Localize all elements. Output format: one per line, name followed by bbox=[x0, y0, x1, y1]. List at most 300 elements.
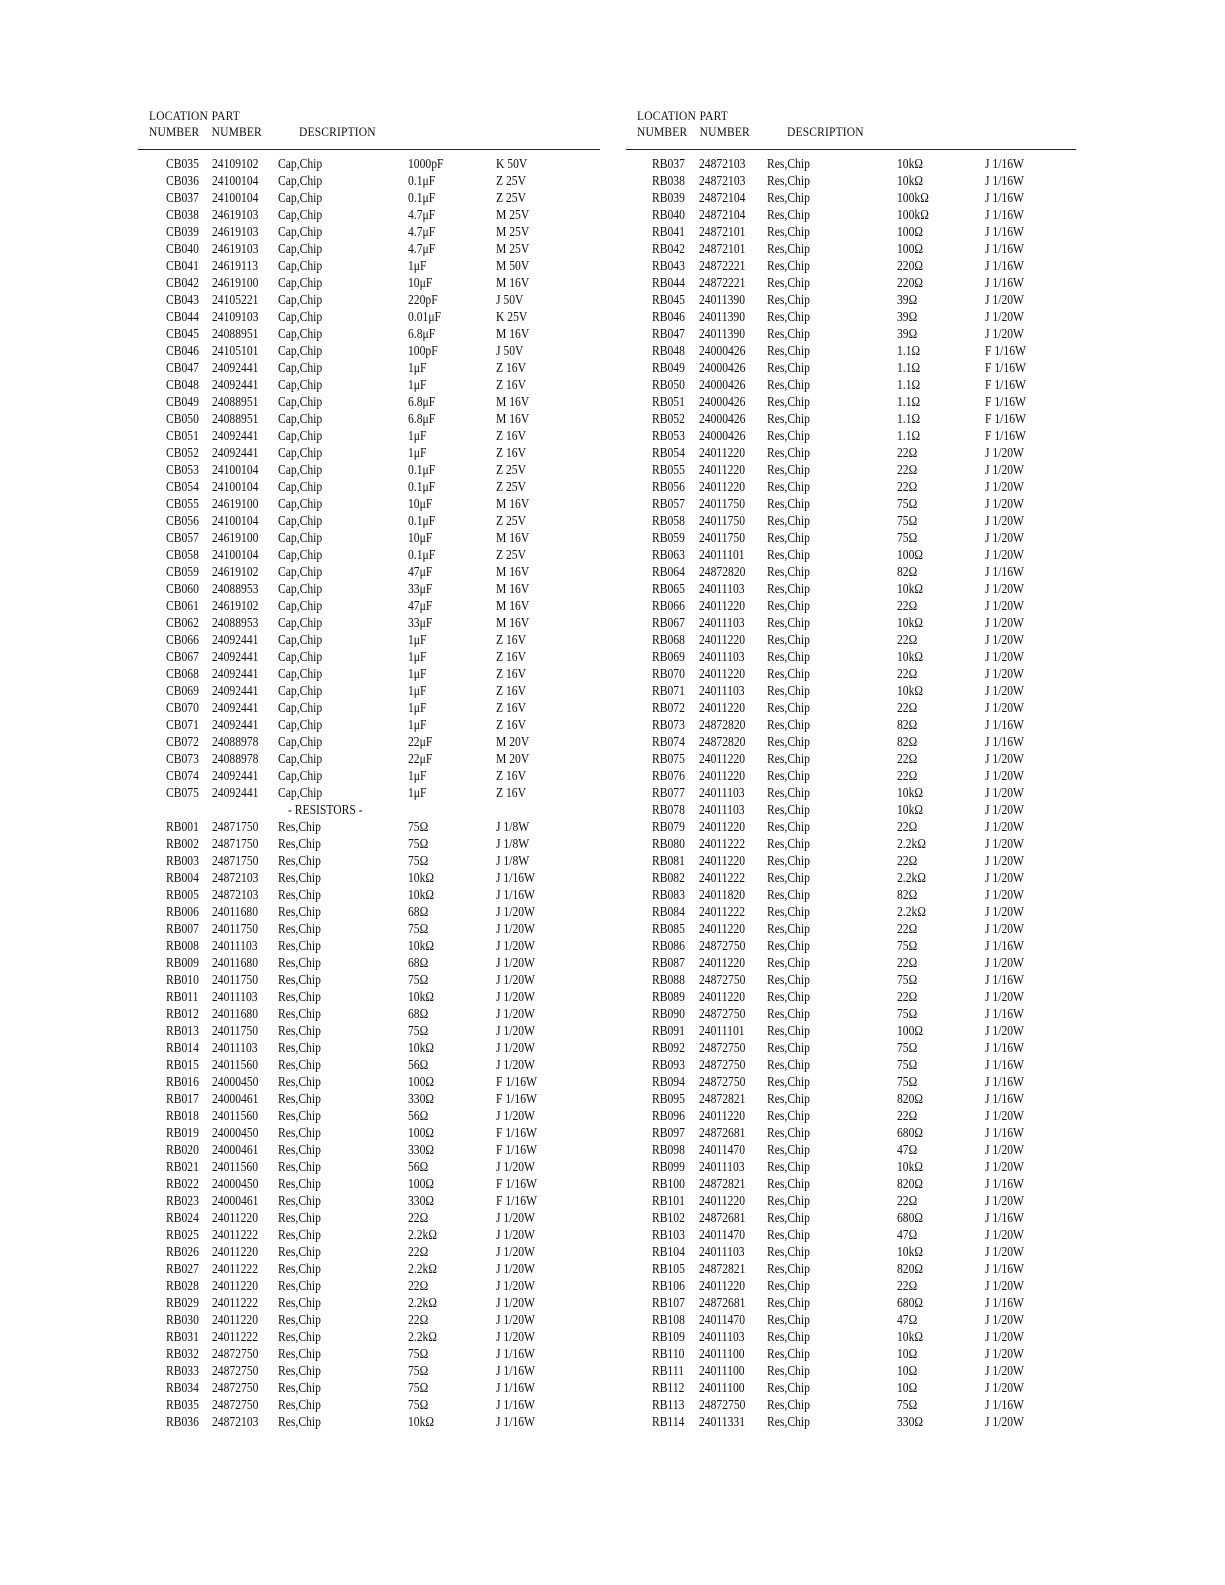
value bbox=[408, 852, 432, 869]
value bbox=[408, 1158, 432, 1175]
value-text: 100kΩ bbox=[897, 207, 929, 222]
value bbox=[897, 461, 921, 478]
value-text: 82Ω bbox=[897, 734, 918, 749]
location-number bbox=[166, 189, 204, 206]
part-number-text: 24000450 bbox=[212, 1125, 259, 1140]
part-number bbox=[699, 563, 753, 580]
value-text: 0.01μF bbox=[408, 309, 442, 324]
location-header-line2: NUMBER bbox=[637, 125, 688, 139]
part-number-text: 24011470 bbox=[699, 1142, 746, 1157]
location-number bbox=[652, 767, 690, 784]
part-number bbox=[212, 1277, 266, 1294]
value bbox=[897, 937, 921, 954]
description-text: Res,Chip bbox=[767, 1346, 810, 1361]
location-number-text: RB063 bbox=[652, 547, 685, 562]
location-number bbox=[166, 1107, 204, 1124]
rating bbox=[496, 1124, 544, 1141]
rating-text: J 1/16W bbox=[985, 1125, 1025, 1140]
value bbox=[897, 427, 924, 444]
rating-text: J 1/16W bbox=[985, 173, 1025, 188]
value bbox=[897, 920, 921, 937]
parts-row bbox=[626, 393, 1076, 410]
value-text: 1μF bbox=[408, 649, 427, 664]
location-number bbox=[652, 682, 690, 699]
value-text: 47Ω bbox=[897, 1312, 918, 1327]
rating bbox=[496, 376, 531, 393]
location-number-text: CB035 bbox=[166, 156, 199, 171]
part-number bbox=[699, 546, 752, 563]
parts-row bbox=[626, 665, 1076, 682]
value-text: 820Ω bbox=[897, 1091, 924, 1106]
value bbox=[408, 767, 430, 784]
rating bbox=[985, 614, 1030, 631]
parts-row bbox=[626, 852, 1076, 869]
location-number-text: CB068 bbox=[166, 666, 199, 681]
value-text: 75Ω bbox=[408, 1380, 429, 1395]
description-text: Res,Chip bbox=[278, 1159, 321, 1174]
value-text: 10kΩ bbox=[897, 683, 924, 698]
location-number bbox=[166, 1413, 204, 1430]
part-number-text: 24092441 bbox=[212, 428, 259, 443]
rating bbox=[496, 291, 528, 308]
value bbox=[408, 257, 430, 274]
parts-row bbox=[138, 546, 600, 563]
description bbox=[767, 1192, 817, 1209]
part-number bbox=[212, 1022, 266, 1039]
value-text: 75Ω bbox=[408, 972, 429, 987]
part-number-text: 24619103 bbox=[212, 224, 259, 239]
location-number bbox=[166, 1277, 204, 1294]
part-number-text: 24011750 bbox=[699, 530, 746, 545]
location-number bbox=[166, 903, 204, 920]
description bbox=[767, 1277, 817, 1294]
part-number bbox=[212, 971, 266, 988]
description bbox=[278, 1175, 328, 1192]
part-number bbox=[699, 1056, 753, 1073]
part-number-text: 24619102 bbox=[212, 598, 259, 613]
rating bbox=[496, 716, 531, 733]
value bbox=[408, 920, 432, 937]
description-text: Res,Chip bbox=[767, 870, 810, 885]
parts-row bbox=[626, 495, 1076, 512]
description bbox=[278, 529, 329, 546]
parts-row bbox=[626, 1056, 1076, 1073]
rating-text: M 16V bbox=[496, 564, 530, 579]
description-text: Res,Chip bbox=[767, 615, 810, 630]
parts-row bbox=[626, 155, 1076, 172]
rating-text: M 16V bbox=[496, 530, 530, 545]
parts-row bbox=[626, 631, 1076, 648]
location-number-text: RB107 bbox=[652, 1295, 685, 1310]
location-number bbox=[166, 376, 204, 393]
rating-text: J 1/16W bbox=[496, 1380, 536, 1395]
rating bbox=[496, 1022, 541, 1039]
description-text: Res,Chip bbox=[767, 224, 810, 239]
parts-row bbox=[138, 903, 600, 920]
value-text: 22Ω bbox=[408, 1278, 429, 1293]
location-number bbox=[166, 937, 204, 954]
value-text: 10Ω bbox=[897, 1346, 918, 1361]
value-text: 1.1Ω bbox=[897, 343, 921, 358]
location-number-text: RB080 bbox=[652, 836, 685, 851]
description-text: Res,Chip bbox=[767, 360, 810, 375]
part-number bbox=[699, 988, 753, 1005]
rating-text: Z 25V bbox=[496, 173, 526, 188]
part-number bbox=[699, 937, 753, 954]
description-text: Res,Chip bbox=[278, 904, 321, 919]
description-text: Res,Chip bbox=[278, 1295, 321, 1310]
part-number-text: 24011103 bbox=[699, 802, 745, 817]
location-number bbox=[166, 1039, 204, 1056]
description-text: Res,Chip bbox=[767, 1380, 810, 1395]
parts-row bbox=[626, 1141, 1076, 1158]
description bbox=[767, 1362, 817, 1379]
rating-text: J 1/20W bbox=[985, 1023, 1025, 1038]
location-number bbox=[166, 1175, 204, 1192]
description-text: Res,Chip bbox=[767, 632, 810, 647]
location-number-text: RB013 bbox=[166, 1023, 199, 1038]
location-number bbox=[652, 750, 690, 767]
value bbox=[408, 495, 436, 512]
value bbox=[897, 1005, 921, 1022]
part-number bbox=[212, 733, 266, 750]
parts-row bbox=[626, 1209, 1076, 1226]
location-number-text: RB065 bbox=[652, 581, 685, 596]
description-text: Res,Chip bbox=[278, 1057, 321, 1072]
parts-row bbox=[626, 988, 1076, 1005]
location-number-text: RB058 bbox=[652, 513, 685, 528]
rating bbox=[985, 512, 1030, 529]
value-text: 39Ω bbox=[897, 326, 918, 341]
rating bbox=[985, 291, 1030, 308]
description-text: Res,Chip bbox=[278, 1074, 321, 1089]
rating bbox=[985, 223, 1030, 240]
value bbox=[408, 1328, 442, 1345]
description-text: Res,Chip bbox=[767, 1312, 810, 1327]
description-text: Res,Chip bbox=[767, 530, 810, 545]
value-text: 2.2kΩ bbox=[408, 1295, 437, 1310]
location-number bbox=[166, 1090, 204, 1107]
description-text: Res,Chip bbox=[767, 955, 810, 970]
resistors-section-label bbox=[138, 801, 600, 818]
part-number bbox=[699, 665, 753, 682]
rating bbox=[496, 869, 541, 886]
value-text: 75Ω bbox=[897, 1074, 918, 1089]
value-text: 22Ω bbox=[897, 768, 918, 783]
value-text: 22Ω bbox=[408, 1244, 429, 1259]
description bbox=[278, 1328, 328, 1345]
rating bbox=[496, 886, 541, 903]
description-text: Res,Chip bbox=[767, 1414, 810, 1429]
location-number bbox=[652, 1413, 690, 1430]
part-number bbox=[699, 1328, 752, 1345]
parts-row bbox=[626, 325, 1076, 342]
rating bbox=[496, 257, 535, 274]
part-number bbox=[212, 461, 266, 478]
location-number-text: RB106 bbox=[652, 1278, 685, 1293]
value bbox=[897, 988, 921, 1005]
value-text: 75Ω bbox=[897, 1057, 918, 1072]
value bbox=[897, 1073, 921, 1090]
value bbox=[897, 1141, 921, 1158]
description bbox=[278, 189, 329, 206]
rating bbox=[496, 529, 535, 546]
location-number-text: RB079 bbox=[652, 819, 685, 834]
parts-row bbox=[138, 257, 600, 274]
value-text: 75Ω bbox=[408, 1363, 429, 1378]
location-number bbox=[652, 342, 690, 359]
value bbox=[897, 1209, 927, 1226]
part-number bbox=[699, 325, 753, 342]
column-header bbox=[138, 108, 563, 144]
description bbox=[767, 631, 817, 648]
rating-text: J 1/20W bbox=[985, 1278, 1025, 1293]
rating-text: Z 25V bbox=[496, 513, 526, 528]
parts-row bbox=[138, 1379, 600, 1396]
value-text: 100Ω bbox=[408, 1176, 435, 1191]
rating-text: J 1/16W bbox=[496, 1414, 536, 1429]
rating bbox=[496, 172, 531, 189]
parts-row bbox=[138, 1039, 600, 1056]
description bbox=[278, 971, 328, 988]
part-number-text: 24872820 bbox=[699, 734, 746, 749]
part-number bbox=[212, 478, 266, 495]
rating bbox=[496, 1362, 541, 1379]
value bbox=[897, 835, 931, 852]
value bbox=[408, 1005, 432, 1022]
description bbox=[767, 223, 817, 240]
rating bbox=[985, 1005, 1030, 1022]
location-number-text: CB060 bbox=[166, 581, 199, 596]
value bbox=[897, 971, 921, 988]
description-text: Res,Chip bbox=[767, 1278, 810, 1293]
rating bbox=[496, 1277, 541, 1294]
value-text: 1μF bbox=[408, 428, 427, 443]
value bbox=[897, 733, 921, 750]
location-number bbox=[166, 716, 204, 733]
part-number-text: 24872221 bbox=[699, 258, 746, 273]
description bbox=[767, 852, 817, 869]
location-number bbox=[166, 206, 204, 223]
location-number bbox=[166, 359, 204, 376]
part-number bbox=[212, 1039, 265, 1056]
rating-text: J 1/20W bbox=[496, 972, 536, 987]
value bbox=[408, 393, 440, 410]
rating-text: J 1/16W bbox=[496, 1397, 536, 1412]
parts-row bbox=[138, 716, 600, 733]
value bbox=[408, 427, 430, 444]
rating-text: J 1/16W bbox=[985, 1176, 1025, 1191]
location-number-text: RB002 bbox=[166, 836, 199, 851]
location-number-text: RB070 bbox=[652, 666, 685, 681]
part-number-text: 24872750 bbox=[699, 1397, 746, 1412]
description bbox=[278, 1090, 328, 1107]
value-text: 75Ω bbox=[408, 921, 429, 936]
parts-list-right bbox=[626, 155, 1076, 1430]
rating bbox=[985, 1260, 1030, 1277]
description bbox=[278, 274, 329, 291]
value bbox=[408, 189, 440, 206]
location-number-text: RB085 bbox=[652, 921, 685, 936]
description-text: Res,Chip bbox=[767, 513, 810, 528]
value bbox=[897, 580, 927, 597]
location-number bbox=[166, 274, 204, 291]
description-text: Cap,Chip bbox=[278, 564, 323, 579]
description bbox=[767, 291, 817, 308]
value bbox=[897, 682, 927, 699]
value bbox=[897, 869, 931, 886]
part-number-text: 24872750 bbox=[699, 1057, 746, 1072]
description-text: Res,Chip bbox=[767, 938, 810, 953]
rating-text: Z 25V bbox=[496, 479, 526, 494]
part-number-text: 24011220 bbox=[699, 768, 746, 783]
description bbox=[278, 1277, 328, 1294]
part-number-text: 24871750 bbox=[212, 819, 259, 834]
part-number bbox=[212, 920, 266, 937]
rating bbox=[496, 1294, 541, 1311]
value bbox=[408, 1107, 432, 1124]
part-number-text: 24011100 bbox=[699, 1380, 745, 1395]
part-number bbox=[212, 1362, 266, 1379]
description-text: Res,Chip bbox=[278, 1414, 321, 1429]
description bbox=[767, 546, 817, 563]
part-number bbox=[699, 410, 753, 427]
part-number-text: 24872103 bbox=[212, 887, 259, 902]
description-text: Cap,Chip bbox=[278, 326, 323, 341]
value bbox=[897, 495, 921, 512]
location-number bbox=[652, 1022, 690, 1039]
part-number-text: 24092441 bbox=[212, 377, 259, 392]
part-number-text: 24011222 bbox=[212, 1261, 259, 1276]
description-text: Res,Chip bbox=[278, 1006, 321, 1021]
description bbox=[278, 308, 329, 325]
rating-text: J 1/16W bbox=[985, 207, 1025, 222]
parts-row bbox=[138, 342, 600, 359]
rating-text: J 1/20W bbox=[985, 598, 1025, 613]
value-text: 10kΩ bbox=[897, 1159, 924, 1174]
description-text: Cap,Chip bbox=[278, 428, 323, 443]
location-number-text: RB091 bbox=[652, 1023, 685, 1038]
description bbox=[767, 240, 817, 257]
part-number bbox=[699, 1107, 753, 1124]
rating bbox=[496, 240, 535, 257]
part-number-text: 24011390 bbox=[699, 309, 746, 324]
rating-text: K 50V bbox=[496, 156, 528, 171]
description bbox=[767, 1141, 817, 1158]
rating bbox=[496, 1260, 541, 1277]
part-number bbox=[699, 886, 753, 903]
value bbox=[897, 1039, 921, 1056]
location-number-text: RB109 bbox=[652, 1329, 685, 1344]
value-text: 10kΩ bbox=[897, 156, 924, 171]
value bbox=[897, 155, 927, 172]
rating bbox=[985, 1039, 1030, 1056]
description bbox=[278, 1158, 328, 1175]
location-number-text: RB069 bbox=[652, 649, 685, 664]
description bbox=[278, 512, 329, 529]
part-number-text: 24872221 bbox=[699, 275, 746, 290]
description-text: Res,Chip bbox=[767, 1193, 810, 1208]
value-text: 4.7μF bbox=[408, 241, 436, 256]
value-text: 22Ω bbox=[897, 666, 918, 681]
part-number bbox=[699, 495, 753, 512]
value bbox=[897, 784, 927, 801]
description-text: Res,Chip bbox=[767, 853, 810, 868]
value bbox=[408, 903, 432, 920]
description-text: Cap,Chip bbox=[278, 632, 323, 647]
value-text: 56Ω bbox=[408, 1108, 429, 1123]
part-number bbox=[699, 682, 752, 699]
description-text: Cap,Chip bbox=[278, 717, 323, 732]
location-number bbox=[166, 954, 204, 971]
location-number-text: RB096 bbox=[652, 1108, 685, 1123]
value-text: 100Ω bbox=[897, 224, 924, 239]
rating bbox=[985, 1192, 1030, 1209]
rating bbox=[496, 563, 535, 580]
part-number-text: 24619100 bbox=[212, 275, 259, 290]
location-number bbox=[166, 750, 204, 767]
value bbox=[897, 1345, 921, 1362]
description-header: DESCRIPTION bbox=[299, 125, 376, 139]
value bbox=[408, 359, 430, 376]
location-number-text: CB069 bbox=[166, 683, 199, 698]
value-text: 100Ω bbox=[897, 1023, 924, 1038]
value bbox=[408, 818, 432, 835]
part-number bbox=[699, 172, 753, 189]
description-text: Res,Chip bbox=[767, 1040, 810, 1055]
rating bbox=[985, 988, 1030, 1005]
part-number bbox=[699, 478, 753, 495]
description bbox=[278, 784, 329, 801]
location-number-text: RB038 bbox=[652, 173, 685, 188]
rating bbox=[496, 597, 535, 614]
part-number bbox=[699, 631, 753, 648]
location-number bbox=[652, 376, 690, 393]
value bbox=[408, 1260, 442, 1277]
part-number bbox=[212, 563, 266, 580]
location-number-text: CB039 bbox=[166, 224, 199, 239]
part-number bbox=[699, 1022, 752, 1039]
description-text: Res,Chip bbox=[767, 1159, 810, 1174]
part-number-text: 24092441 bbox=[212, 445, 259, 460]
description bbox=[278, 410, 329, 427]
rating bbox=[496, 223, 535, 240]
description bbox=[767, 512, 817, 529]
part-number bbox=[699, 1413, 753, 1430]
description-text: Res,Chip bbox=[278, 1380, 321, 1395]
parts-row bbox=[138, 733, 600, 750]
rating-text: F 1/16W bbox=[496, 1074, 537, 1089]
location-number bbox=[652, 614, 690, 631]
location-number bbox=[166, 444, 204, 461]
rating bbox=[985, 393, 1033, 410]
location-number bbox=[652, 495, 690, 512]
rating bbox=[985, 444, 1030, 461]
location-number-text: CB066 bbox=[166, 632, 199, 647]
value-text: 22Ω bbox=[897, 700, 918, 715]
location-number bbox=[652, 410, 690, 427]
rating-text: M 20V bbox=[496, 734, 530, 749]
value-text: 68Ω bbox=[408, 1006, 429, 1021]
part-number-text: 24100104 bbox=[212, 513, 259, 528]
description bbox=[767, 750, 817, 767]
value bbox=[897, 342, 924, 359]
location-number-text: RB074 bbox=[652, 734, 685, 749]
location-number bbox=[652, 733, 690, 750]
part-number-text: 24000426 bbox=[699, 411, 746, 426]
rating-text: J 1/20W bbox=[985, 921, 1025, 936]
rating-text: M 16V bbox=[496, 411, 530, 426]
